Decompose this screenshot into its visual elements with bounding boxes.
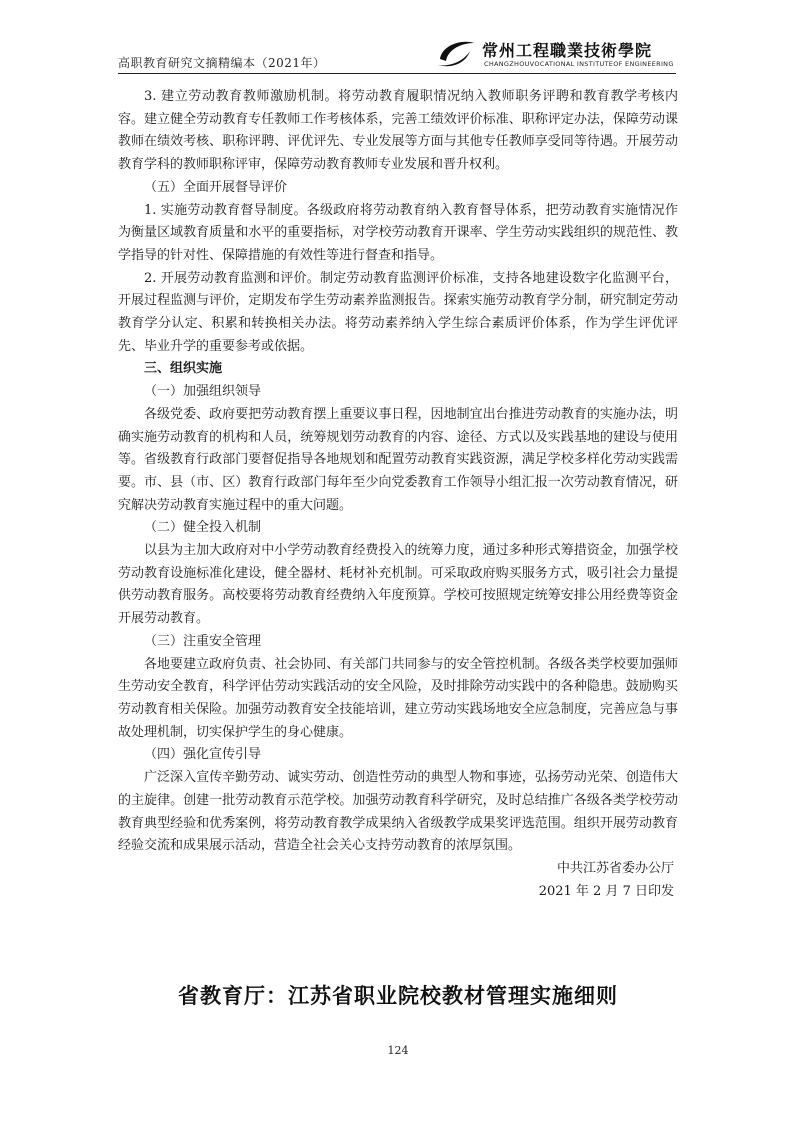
signature-line: 2021 年 2 月 7 日印发: [538, 883, 674, 899]
header-divider: [118, 73, 676, 74]
subsection-heading: （四）强化宣传引导: [144, 747, 262, 763]
paragraph: 2. 开展劳动教育监测和评价。制定劳动教育监测评价标准，支持各地建设数字化监测平台，开展过程监测与评价，定期发布学生劳动素养监测报告。探索实施劳动教育学分制，研究制定劳动教育学分认定、积累和转换相关办法。将劳动素养纳入学生综合素质评价体系，作为学生评优评先、毕业升学的重要参考或依据。: [118, 270, 678, 354]
paragraph: 各级党委、政府要把劳动教育摆上重要议事日程，因地制宜出台推进劳动教育的实施办法，明确实施劳动教育的机构和人员，统筹规划劳动教育的内容、途径、方式以及实践基地的建设与使用等。省级教育行政部门要督促指导各地规划和配置劳动教育实践资源，满足学校多样化劳动实践需要。市、县（市、区）教育行政部门每年至少向党委教育工作领导小组汇报一次劳动教育情况，研究解决劳动教育实施过程中的重大问题。: [118, 406, 678, 513]
page-header: [118, 38, 676, 72]
subsection-heading: （二）健全投入机制: [144, 520, 262, 536]
publication-title: 高职教育研究文摘精编本（2021年）: [118, 56, 326, 70]
swoosh-emblem-icon: [436, 39, 476, 69]
paragraph: 各地要建立政府负责、社会协同、有关部门共同参与的安全管控机制。各级各类学校要加强师生劳动安全教育，科学评估劳动实践活动的安全风险，及时排除劳动实践中的各种隐患。鼓励购买劳动教育相关保险。加强劳动教育安全技能培训，建立劳动实践场地安全应急制度，完善应急与事故处理机制，切实保护学生的身心健康。: [118, 656, 678, 740]
paragraph: 1. 实施劳动教育督导制度。各级政府将劳动教育纳入教育督导体系，把劳动教育实施情况作为衡量区域教育质量和水平的重要指标，对学校劳动教育开课率、学生劳动实践组织的规范性、教学指导的针对性、保障措施的有效性等进行督查和指导。: [118, 202, 678, 263]
section-heading: 三、组织实施: [144, 361, 223, 377]
subsection-heading: （五）全面开展督导评价: [144, 179, 288, 195]
paragraph: 以县为主加大政府对中小学劳动教育经费投入的统筹力度，通过多种形式筹措资金，加强学校劳动教育设施标准化建设，健全器材、耗材补充机制。可采取政府购买服务方式，吸引社会力量提供劳动教育服务。高校要将劳动教育经费纳入年度预算。学校可按照规定统筹安排公用经费等资金开展劳动教育。: [118, 543, 678, 627]
paragraph: 广泛深入宣传辛勤劳动、诚实劳动、创造性劳动的典型人物和事迹，弘扬劳动光荣、创造伟大的主旋律。创建一批劳动教育示范学校。加强劳动教育科学研究，及时总结推广各级各类学校劳动教育典型经验和优秀案例，将劳动教育教学成果纳入省级教学成果奖评选范围。组织开展劳动教育经验交流和成果展示活动，营造全社会关心支持劳动教育的浓厚氛围。: [118, 770, 678, 854]
institution-name-en: CHANGZHOUVOCATIONAL INSTITUTEOF ENGINEERING: [484, 60, 674, 68]
next-article-title: 省教育厅：江苏省职业院校教材管理实施细则: [178, 984, 618, 1008]
institution-name-cn: 常州工程職業技術學院: [482, 41, 653, 60]
page-number: 124: [387, 1044, 409, 1057]
paragraph: 3. 建立劳动教育教师激励机制。将劳动教育履职情况纳入教师职务评聘和教育教学考核内容。建立健全劳动教育专任教师工作考核体系，完善工绩效评价标准、职称评定办法，保障劳动课教师在绩效考核、职称评聘、评优评先、专业发展等方面与其他专任教师享受同等待遇。开展劳动教育学科的教师职称评审，保障劳动教育教师专业发展和晋升权利。: [118, 89, 678, 173]
subsection-heading: （三）注重安全管理: [144, 633, 262, 649]
signature-line: 中共江苏省委办公厅: [556, 860, 674, 876]
institution-logo: [436, 38, 676, 72]
document-body: [118, 86, 678, 903]
subsection-heading: （一）加强组织领导: [144, 384, 262, 400]
